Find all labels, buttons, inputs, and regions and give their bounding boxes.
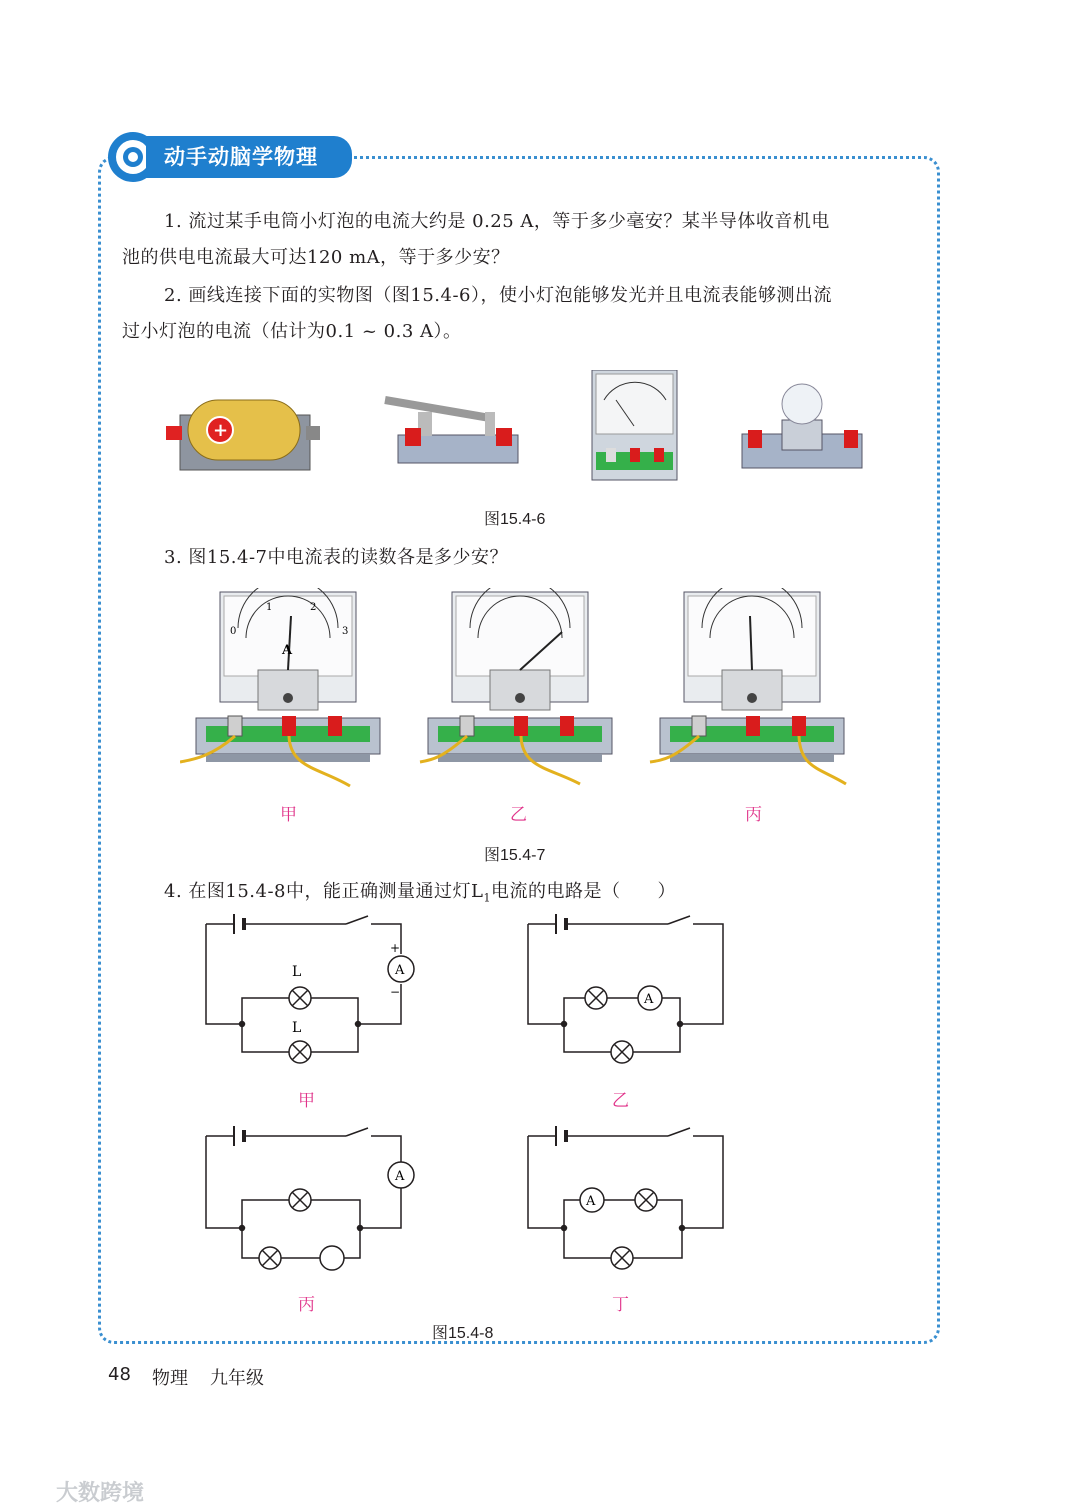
lamp-holder-illustration [742,384,862,468]
question-2-line-1: 2. 画线连接下面的实物图（图15.4-6），使小灯泡能够发光并且电流表能够测出流 [164,285,833,306]
page-number: 48 [108,1364,131,1385]
circuit-yi [528,914,723,1063]
circuit-ding [528,1126,723,1269]
circuit-jia [206,914,414,1063]
figure-15-4-6-caption: 图15.4-6 [484,511,546,528]
scale-0: 0 [230,626,237,637]
label-ding-8: 丁 [612,1295,629,1315]
l2-jia: L [292,1020,302,1036]
label-yi-7: 乙 [510,805,527,825]
figure-15-4-7 [180,588,860,798]
meter-ding: A [586,1194,596,1209]
knife-switch-illustration [385,400,518,463]
label-bing-7: 丙 [745,805,762,825]
scale-2: 2 [310,602,317,613]
ammeter-illustration [592,370,677,480]
minus-jia: − [390,985,401,999]
meter-yi: A [644,992,654,1007]
watermark: 大数跨境 [56,1481,145,1506]
scale-3: 3 [342,626,349,637]
figure-15-4-7-caption: 图15.4-7 [484,847,546,864]
ammeter-yi [420,588,612,784]
ammeter-jia [180,588,380,786]
battery-holder-illustration [166,400,320,470]
unit-label: A [282,643,293,658]
footer-grade: 九年级 [210,1368,264,1389]
question-2-line-2: 过小灯泡的电流（估计为0.1 ~ 0.3 A）。 [122,321,462,342]
question-1-line-2: 池的供电电流最大可达120 mA，等于多少安？ [122,247,510,268]
meter-jia: A [395,963,405,978]
l1-jia: L [292,964,302,980]
question-1-line-1: 1. 流过某手电筒小灯泡的电流大约是 0.25 A，等于多少毫安？某半导体收音机电 [164,211,830,232]
label-bing-8: 丙 [298,1295,315,1315]
figure-15-4-8 [196,912,756,1292]
svg-text:+: + [213,420,229,441]
circuit-bing [206,1126,414,1270]
label-jia-8: 甲 [298,1091,315,1111]
figure-15-4-6 [160,370,880,500]
footer-subject: 物理 [152,1368,188,1389]
question-3: 3. 图15.4-7中电流表的读数各是多少安？ [164,547,509,568]
label-yi-8: 乙 [612,1091,629,1111]
label-jia-7: 甲 [280,805,297,825]
section-title: 动手动脑学物理 [146,136,352,178]
plus-jia: + [390,941,401,955]
question-4: 4. 在图15.4-8中，能正确测量通过灯$L_1$电流的电路是（ ） [164,881,676,905]
scale-1: 1 [266,602,273,613]
meter-bing: A [395,1169,405,1184]
figure-15-4-8-caption: 图15.4-8 [432,1325,494,1342]
ammeter-bing [650,588,846,784]
